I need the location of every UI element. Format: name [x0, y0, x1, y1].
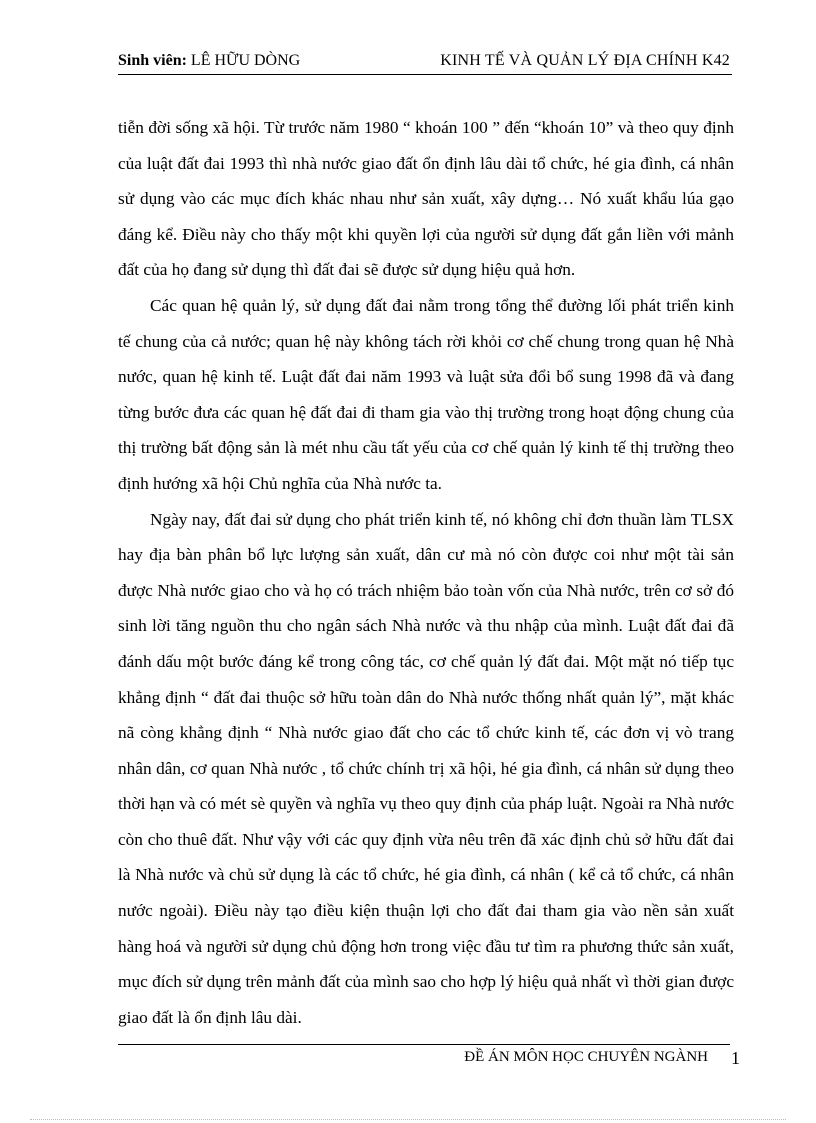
document-body [118, 110, 734, 1035]
paragraph-2: Các quan hệ quản lý, sử dụng đất đai nằm trong tổng thể đường lối phát triển kinh tế chung của cả nước; quan hệ này không tách rời khỏi cơ chế chung trong quan hệ Nhà nước, quan hệ kinh tế. Luật đất đai năm 1993 và luật sửa đổi bổ sung 1998 đã và đang từng bước đưa các quan hệ đất đai đi tham gia vào thị trường trong hoạt động chung của thị trường bất động sản là mét nhu cầu tất yếu của cơ chế quản lý kinh tế thị trường theo định hướng xã hội Chủ nghĩa của Nhà nước ta. [118, 295, 734, 493]
page-number: 1 [731, 1048, 740, 1068]
course-title: KINH TẾ VÀ QUẢN LÝ ĐỊA CHÍNH K42 [440, 52, 730, 69]
page-header [118, 50, 732, 75]
paragraph-1: tiễn đời sống xã hội. Từ trước năm 1980 “ khoán 100 ” đến “khoán 10” và theo quy định của luật đất đai 1993 thì nhà nước giao đất ổn định lâu dài tổ chức, hé gia đình, cá nhân sử dụng vào các mục đích khác nhau như sản xuất, xây dựng… Nó xuất khẩu lúa gạo đáng kể. Điều này cho thấy một khi quyền lợi của người sử dụng đất gắn liền với mảnh đất của họ đang sử dụng thì đất đai sẽ được sử dụng hiệu quả hơn. [118, 118, 734, 280]
footer-title: ĐỀ ÁN MÔN HỌC CHUYÊN NGÀNH [464, 1049, 708, 1065]
footer-divider [118, 1044, 730, 1045]
page-bottom-dotted-line [30, 1119, 786, 1120]
student-label: Sinh viên: [118, 52, 187, 69]
paragraph-3: Ngày nay, đất đai sử dụng cho phát triển kinh tế, nó không chỉ đơn thuần làm TLSX hay địa bàn phân bổ lực lượng sản xuất, dân cư mà nó còn được coi như một tài sản được Nhà nước giao cho và họ có trách nhiệm bảo toàn vốn của Nhà nước, trên cơ sở đó sinh lời tăng nguồn thu cho ngân sách Nhà nước và thu nhập của mình. Luật đất đai đã đánh dấu một bước đáng kể trong công tác, cơ chế quản lý đất đai. Một mặt nó tiếp tục khẳng định “ đất đai thuộc sở hữu toàn dân do Nhà nước thống nhất quản lý”, mặt khác nã còng khẳng định “ Nhà nước giao đất cho các tổ chức kinh tế, các đơn vị vò trang nhân dân, cơ quan Nhà nước , tổ chức chính trị xã hội, hé gia đình, cá nhân sử dụng theo thời hạn và có mét sè quyền và nghĩa vụ theo quy định của pháp luật. Ngoài ra Nhà nước còn cho thuê đất. Như vậy với các quy định vừa nêu trên đã xác định chủ sở hữu đất đai là Nhà nước và chủ sử dụng là các tổ chức, hé gia đình, cá nhân ( kể cả tổ chức, cá nhân nước ngoài). Điều này tạo điều kiện thuận lợi cho đất đai tham gia vào nền sản xuất hàng hoá và người sử dụng chủ động hơn trong việc đầu tư tìm ra phương thức sản xuất, mục đích sử dụng trên mảnh đất của mình sao cho hợp lý hiệu quả nhất vì thời gian được giao đất là ổn định lâu dài. [118, 509, 734, 1027]
student-name: LÊ HỮU DÒNG [190, 52, 301, 69]
student-info [118, 52, 300, 70]
